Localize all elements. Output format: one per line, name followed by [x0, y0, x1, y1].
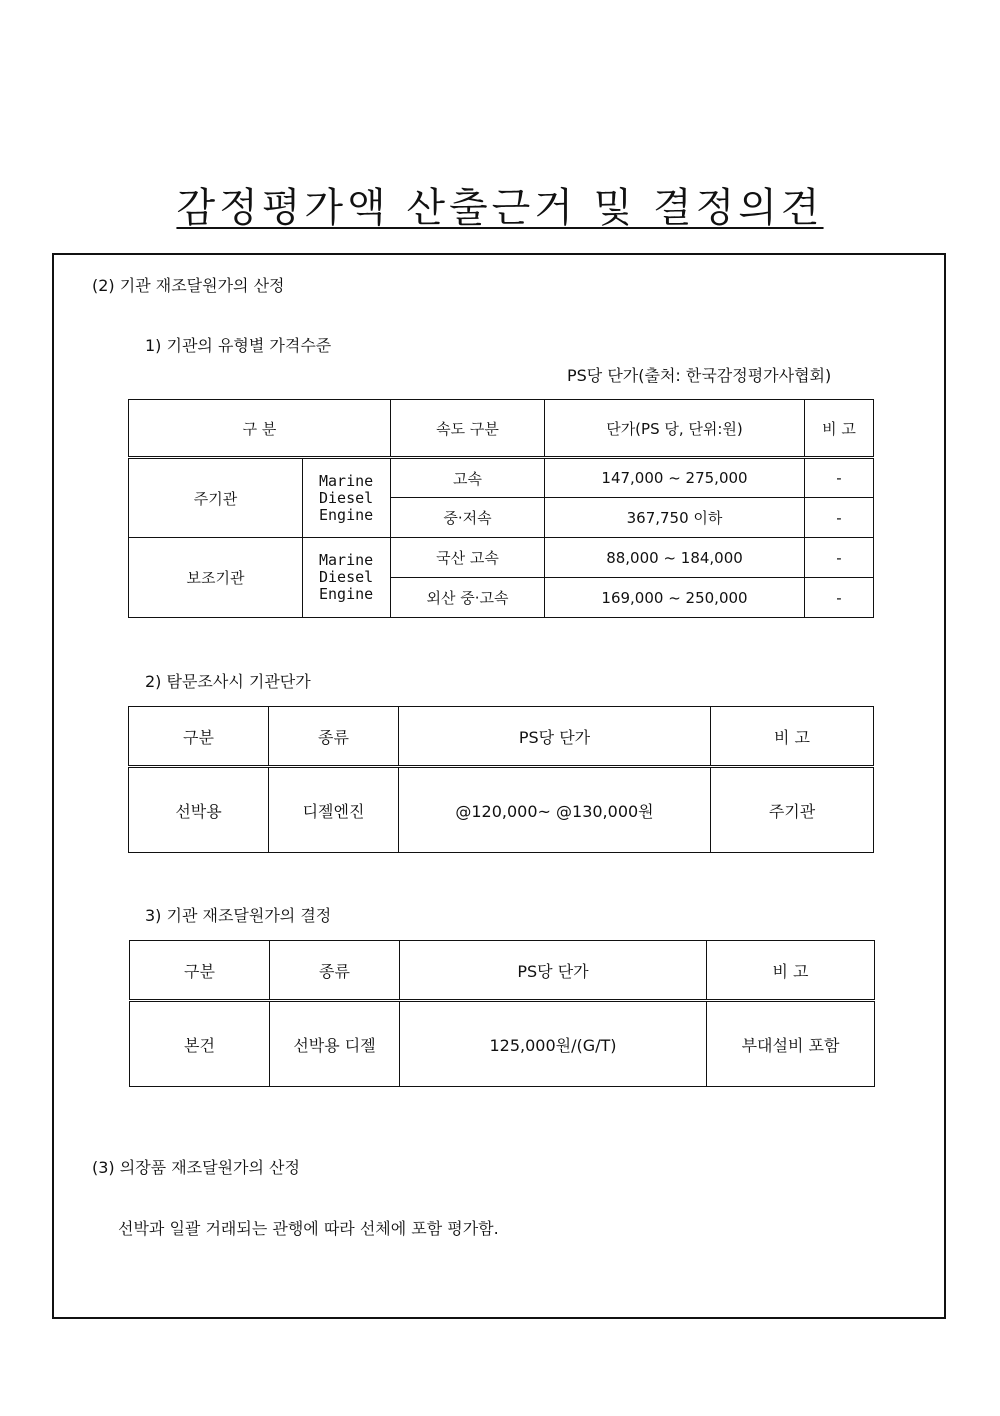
note-cell: - — [805, 458, 874, 498]
header-category: 구분 — [130, 941, 270, 1001]
speed-cell: 외산 중·고속 — [391, 578, 545, 618]
category-cell: 선박용 — [129, 767, 269, 853]
table-row — [129, 458, 874, 498]
table-row — [129, 538, 874, 578]
speed-cell: 국산 고속 — [391, 538, 545, 578]
header-ps-price: PS당 단가 — [400, 941, 707, 1001]
speed-cell: 중·저속 — [391, 498, 545, 538]
survey-price-table — [128, 706, 874, 853]
note-cell: 부대설비 포함 — [707, 1001, 875, 1087]
category-main-engine: 주기관 — [129, 458, 303, 538]
engine-cost-decision-table — [129, 940, 875, 1087]
table-row — [129, 767, 874, 853]
header-type: 종류 — [270, 941, 400, 1001]
section-3-body: 선박과 일괄 거래되는 관행에 따라 선체에 포함 평가함. — [118, 1219, 499, 1238]
note-cell: - — [805, 578, 874, 618]
header-category: 구분 — [129, 707, 269, 767]
note-cell: 주기관 — [711, 767, 874, 853]
header-unit-price: 단가(PS 당, 단위:원) — [545, 400, 805, 458]
category-cell: 본건 — [130, 1001, 270, 1087]
engine-price-level-table — [128, 399, 874, 618]
section-2-heading: (2) 기관 재조달원가의 산정 — [92, 276, 285, 295]
speed-cell: 고속 — [391, 458, 545, 498]
price-cell: 367,750 이하 — [545, 498, 805, 538]
header-note: 비 고 — [711, 707, 874, 767]
price-cell: 169,000 ~ 250,000 — [545, 578, 805, 618]
type-cell: 선박용 디젤 — [270, 1001, 400, 1087]
engine-type: Marine Diesel Engine — [303, 538, 391, 618]
header-ps-price: PS당 단가 — [399, 707, 711, 767]
price-cell: 147,000 ~ 275,000 — [545, 458, 805, 498]
header-speed: 속도 구분 — [391, 400, 545, 458]
page-title: 감정평가액 산출근거 및 결정의견 — [176, 185, 824, 231]
subsection-3-heading: 3) 기관 재조달원가의 결정 — [145, 906, 332, 925]
price-cell: 125,000원/(G/T) — [400, 1001, 707, 1087]
table-header-row — [129, 707, 874, 767]
section-3-heading: (3) 의장품 재조달원가의 산정 — [92, 1158, 300, 1177]
table-row — [130, 1001, 875, 1087]
type-cell: 디젤엔진 — [269, 767, 399, 853]
header-note: 비 고 — [707, 941, 875, 1001]
header-category: 구 분 — [129, 400, 391, 458]
price-cell: 88,000 ~ 184,000 — [545, 538, 805, 578]
subsection-2-heading: 2) 탐문조사시 기관단가 — [145, 672, 311, 691]
note-cell: - — [805, 538, 874, 578]
table-header-row — [129, 400, 874, 458]
header-type: 종류 — [269, 707, 399, 767]
note-cell: - — [805, 498, 874, 538]
subsection-1-heading: 1) 기관의 유형별 가격수준 — [145, 336, 332, 355]
category-aux-engine: 보조기관 — [129, 538, 303, 618]
table-header-row — [130, 941, 875, 1001]
price-source-note: PS당 단가(출처: 한국감정평가사협회) — [567, 366, 832, 385]
engine-type: Marine Diesel Engine — [303, 458, 391, 538]
header-note: 비 고 — [805, 400, 874, 458]
price-cell: @120,000~ @130,000원 — [399, 767, 711, 853]
